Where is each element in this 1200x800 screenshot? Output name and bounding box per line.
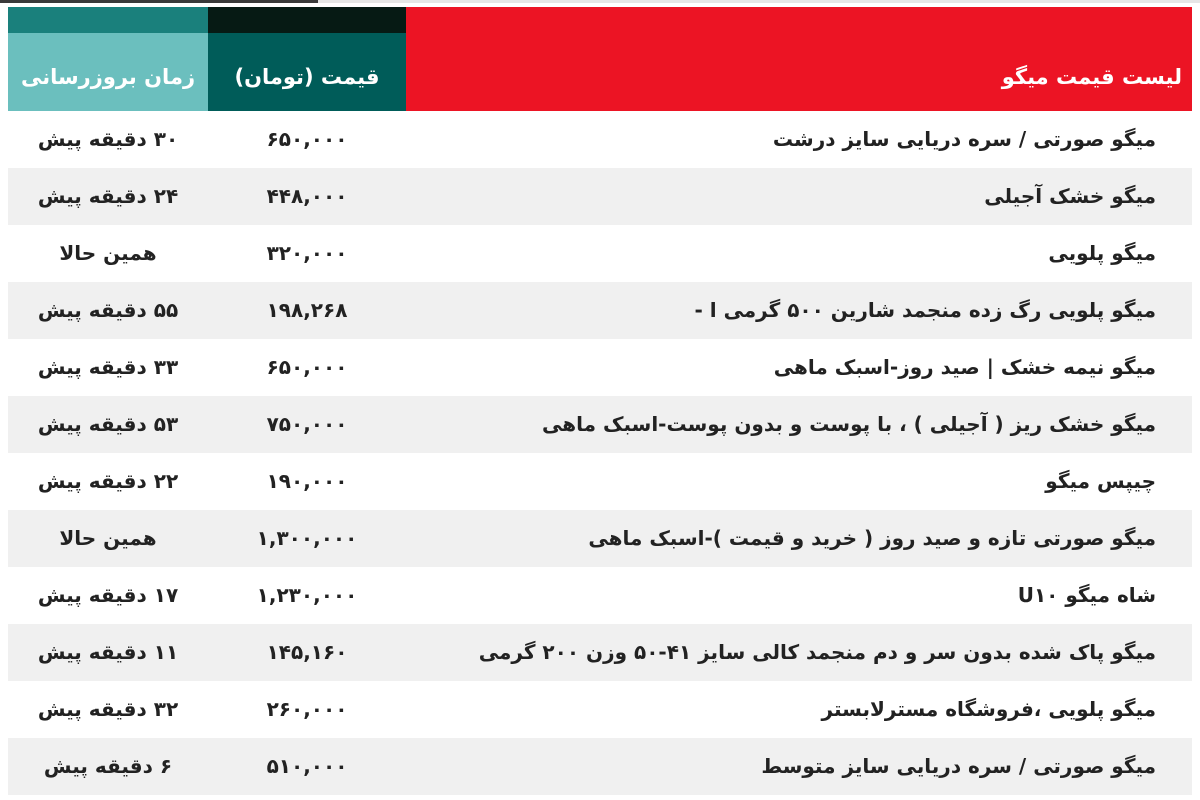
update-time: ۶ دقیقه پیش: [43, 754, 173, 778]
product-price: ۶۵۰,۰۰۰: [266, 127, 348, 151]
table-row[interactable]: [8, 111, 1192, 168]
table-row[interactable]: [8, 225, 1192, 282]
table-row[interactable]: [8, 510, 1192, 567]
table-row[interactable]: [8, 168, 1192, 225]
update-time: ۲۴ دقیقه پیش: [37, 184, 179, 208]
update-time: ۳۲ دقیقه پیش: [37, 697, 179, 721]
update-time: ۲۲ دقیقه پیش: [37, 469, 179, 493]
product-name[interactable]: میگو نیمه خشک | صید روز-اسبک ماهی: [773, 355, 1156, 379]
header-update-column: [8, 7, 208, 111]
update-time: ۱۱ دقیقه پیش: [37, 640, 179, 664]
product-price: ۱۴۵,۱۶۰: [266, 640, 348, 664]
header-price-column: [208, 7, 406, 111]
product-name[interactable]: شاه میگو U۱۰: [1017, 583, 1156, 607]
header-update-band: [8, 7, 208, 33]
product-price: ۳۲۰,۰۰۰: [266, 241, 348, 265]
header-price-band: [208, 7, 406, 33]
table-row[interactable]: [8, 681, 1192, 738]
product-price: ۱۹۸,۲۶۸: [266, 298, 348, 322]
product-name[interactable]: میگو صورتی تازه و صید روز ( خرید و قیمت )-اسبک ماهی: [588, 526, 1156, 550]
product-name[interactable]: میگو پلویی رگ زده منجمد شارین ۵۰۰ گرمی ا -: [694, 298, 1156, 322]
product-price: ۶۵۰,۰۰۰: [266, 355, 348, 379]
table-title: لیست قیمت میگو: [1001, 65, 1182, 89]
header-update-label: زمان بروزرسانی: [20, 65, 196, 89]
update-time: همین حالا: [59, 526, 157, 550]
price-table: [8, 7, 1192, 795]
product-name[interactable]: میگو صورتی / سره دریایی سایز متوسط: [761, 754, 1156, 778]
table-row[interactable]: [8, 396, 1192, 453]
product-price: ۱۹۰,۰۰۰: [266, 469, 348, 493]
table-row[interactable]: [8, 567, 1192, 624]
table-row[interactable]: [8, 738, 1192, 795]
product-name[interactable]: میگو پلویی: [1048, 241, 1156, 265]
header-price-label: قیمت (تومان): [234, 65, 380, 89]
table-row[interactable]: [8, 339, 1192, 396]
product-price: ۱,۲۳۰,۰۰۰: [256, 583, 358, 607]
product-name[interactable]: میگو خشک آجیلی: [984, 184, 1156, 208]
table-row[interactable]: [8, 624, 1192, 681]
table-row[interactable]: [8, 453, 1192, 510]
top-divider-accent: [0, 0, 318, 3]
product-name[interactable]: میگو پاک شده بدون سر و دم منجمد کالی سایز ۴۱-۵۰ وزن ۲۰۰ گرمی: [478, 640, 1156, 664]
top-divider: [0, 0, 1200, 3]
update-time: ۵۳ دقیقه پیش: [37, 412, 179, 436]
update-time: ۱۷ دقیقه پیش: [37, 583, 179, 607]
product-name[interactable]: میگو صورتی / سره دریایی سایز درشت: [772, 127, 1156, 151]
product-name[interactable]: چیپس میگو: [1045, 469, 1156, 493]
table-row[interactable]: [8, 282, 1192, 339]
table-header: [8, 7, 1192, 111]
product-name[interactable]: میگو پلویی ،فروشگاه مسترلابستر: [821, 697, 1156, 721]
product-price: ۴۴۸,۰۰۰: [266, 184, 348, 208]
product-price: ۵۱۰,۰۰۰: [266, 754, 348, 778]
update-time: ۵۵ دقیقه پیش: [37, 298, 179, 322]
product-price: ۷۵۰,۰۰۰: [266, 412, 348, 436]
product-price: ۲۶۰,۰۰۰: [266, 697, 348, 721]
header-title-column: [406, 7, 1192, 111]
product-price: ۱,۳۰۰,۰۰۰: [256, 526, 358, 550]
update-time: ۳۳ دقیقه پیش: [37, 355, 179, 379]
update-time: ۳۰ دقیقه پیش: [37, 127, 179, 151]
update-time: همین حالا: [59, 241, 157, 265]
product-name[interactable]: میگو خشک ریز ( آجیلی ) ، با پوست و بدون پوست-اسبک ماهی: [542, 412, 1156, 436]
